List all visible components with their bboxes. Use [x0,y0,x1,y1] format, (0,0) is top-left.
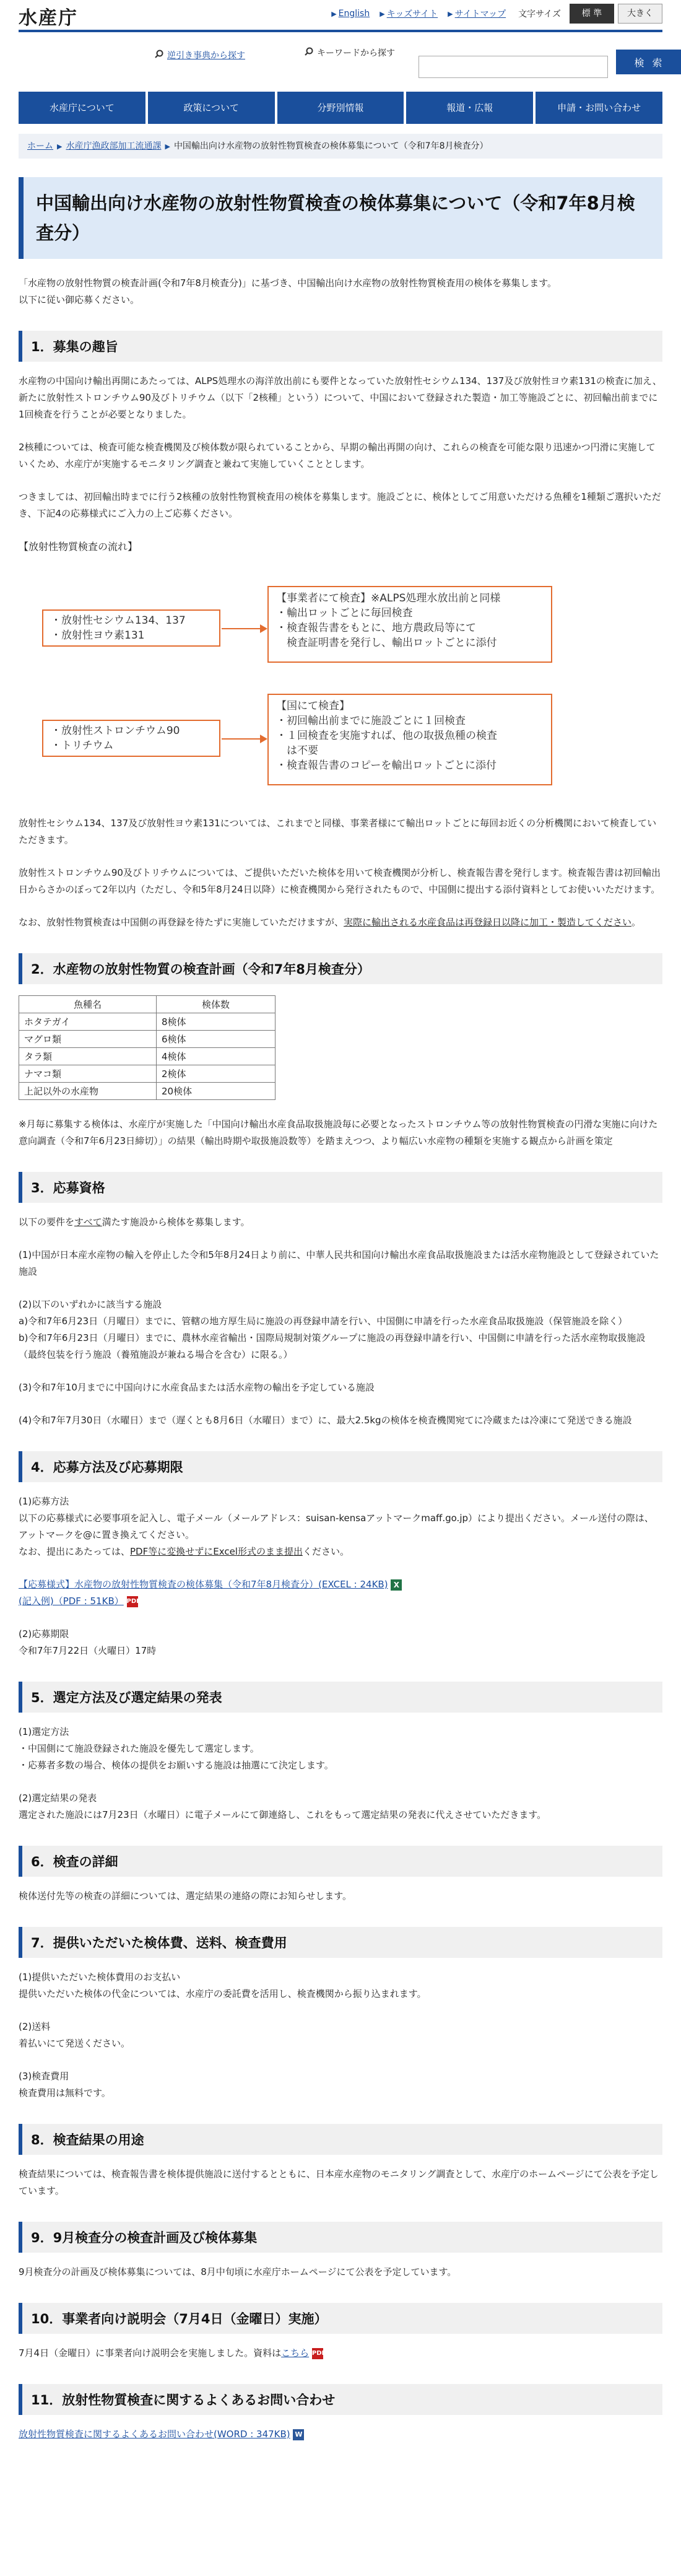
requirement-item: (3)令和7年10月までに中国向けに水産食品または活水産物の輸出を予定している施設 [19,1382,375,1393]
download-links [19,1576,662,1610]
paragraph [19,2068,662,2102]
pdf-icon: PDF [127,1596,138,1607]
section-heading: 10．事業者向け説明会（7月4日（金曜日）実施） [19,2303,662,2334]
flow-text: ・検査報告書のコピーを輸出ロットごとに添付 [276,759,497,772]
text: b)令和7年6月23日（月曜日）までに、農林水産省輸出・国際局規制対策グループに施設の再登録申請を行い、中国側に申請を行った活水産物取扱施設（最終包装を行う施設（養殖施設が兼ねる場合を含む）に限る。） [19,1332,646,1360]
table-row [19,1083,275,1100]
search-row [19,32,665,88]
breadcrumb [19,134,662,159]
text: 以下の要件を [19,1216,75,1228]
flow-text: ・放射性ヨウ素131 [51,629,145,642]
text: ください。 [302,1546,349,1557]
flow-text: 【国にて検査】 [276,700,350,712]
species-cell: 上記以外の水産物 [19,1083,157,1100]
table-header-row [19,996,275,1013]
index-search-link[interactable]: 逆引き事典から探す [167,51,245,61]
column-header: 検体数 [157,996,275,1013]
nav-item-about[interactable]: 水産庁について [19,92,145,124]
search-input[interactable] [419,56,608,78]
count-cell: 20検体 [157,1083,275,1100]
paragraph: 水産物の中国向け輸出再開にあたっては、ALPS処理水の海洋放出前にも要件となっていた放射性セシウム134、137及び放射性ヨウ素131の検査に加え、新たに放射性ストロンチウム90及びトリチウム（以下「2核種」という）について、中国において登録された製造・加工等施設ごとに、初回輸出前までに1回検査を行うことが必要となりました。 [19,375,662,420]
global-nav [19,92,662,124]
flow-arrow [222,738,266,740]
species-cell: マグロ類 [19,1031,157,1048]
section-heading: 5．選定方法及び選定結果の発表 [19,1682,662,1713]
breadcrumb-current: 中国輸出向け水産物の放射性物質検査の検体募集について（令和7年8月検査分） [173,141,488,151]
text: (2)以下のいずれかに該当する施設 [19,1299,162,1310]
utility-links [331,4,662,24]
keyword-search-label: キーワードから探す [317,48,395,58]
section-heading: 3．応募資格 [19,1172,662,1203]
text: 満たす施設から検体を募集します。 [102,1216,250,1228]
faq-word-link[interactable]: 放射性物質検査に関するよくあるお問い合わせ(WORD : 347KB) [19,2429,290,2440]
section-heading: 2．水産物の放射性物質の検査計画（令和7年8月検査分） [19,953,662,984]
text: 着払いにて発送ください。 [19,2038,131,2049]
deadline: 令和7年7月22日（火曜日）17時 [19,1645,157,1656]
flow-box-business-inspection [267,586,552,663]
table-row [19,1065,275,1083]
flow-box-strontium-tritium [42,720,220,757]
intro [19,275,662,308]
count-cell: 4検体 [157,1048,275,1065]
count-cell: 2検体 [157,1065,275,1083]
text: (1)応募方法 [19,1496,69,1507]
table-row [19,1013,275,1031]
table-note: ※月毎に募集する検体は、水産庁が実施した「中国向け輸出水産食品取扱施設毎に必要となったストロンチウム等の放射性物質検査の円滑な実施に向けた意向調査（令和7年6月23日締切）」の結果（輸出時期や取扱施設数等）を踏まえつつ、より幅広い水産物の種類を実施する観点から計画を策定 [19,1119,658,1146]
flow-text: ・輸出ロットごとに毎回検査 [276,607,413,619]
section-heading: 6．検査の詳細 [19,1846,662,1877]
flow-box-government-inspection [267,694,552,785]
breadcrumb-section[interactable]: 水産庁漁政部加工流通課 [66,141,162,151]
paragraph: 2核種については、検査可能な検査機関及び検体数が限られていることから、早期の輸出再開の向け、これらの検査を可能な限り迅速かつ円滑に実施していくため、水産庁が実施するモニタリング調査と兼ねて実施していくこととします。 [19,442,656,469]
text: 選定された施設には7月23日（水曜日）に電子メールにて御連絡し、これをもって選定結果の発表に代えさせていただきます。 [19,1809,547,1820]
paragraph: 検体送付先等の検査の詳細については、選定結果の連絡の際にお知らせします。 [19,1890,352,1901]
text: 7月4日（金曜日）に事業者向け説明会を実施しました。資料は [19,2347,282,2359]
example-pdf-link[interactable]: (記入例)（PDF : 51KB） [19,1596,124,1607]
nav-item-contact[interactable]: 申請・お問い合わせ [536,92,662,124]
sitemap-link[interactable]: サイトマップ [454,9,506,19]
inspection-flow-diagram [19,565,662,813]
section-heading: 1．募集の趣旨 [19,331,662,362]
paragraph: 放射性セシウム134、137及び放射性ヨウ素131については、これまでと同様、事業者様にて輸出ロットごとに毎回お近くの分析機関において検査していただきます。 [19,818,657,845]
text: (1)選定方法 [19,1726,69,1737]
kids-site-link[interactable]: キッズサイト [386,9,438,19]
emphasis-underline: すべて [74,1216,102,1228]
font-size-label: 文字サイズ [518,9,561,19]
font-size-standard-button[interactable]: 標 準 [570,4,614,24]
paragraph [19,1969,662,2002]
paragraph: つきましては、初回輸出時までに行う2核種の放射性物質検査用の検体を募集します。施設ごとに、検体としてご用意いただける魚種を1種類ご選択いただき、下記4の応募様式にご入力の上ご応募ください。 [19,491,661,519]
flow-heading: 【放射性物質検査の流れ】 [19,541,138,552]
seminar-materials-link[interactable]: こちら [281,2347,310,2359]
flow-text: 検査証明書を発行し、輸出ロットごとに添付 [276,637,497,649]
paragraph: 9月検査分の計画及び検体募集については、8月中旬頃に水産庁ホームページにて公表を予定しています。 [19,2266,457,2277]
english-link[interactable]: English [338,9,370,19]
count-cell: 6検体 [157,1031,275,1048]
flow-text: ・放射性セシウム134、137 [51,614,186,627]
intro-line: 以下に従い御応募ください。 [19,294,140,305]
requirement-item: (1)中国が日本産水産物の輸入を停止した令和5年8月24日より前に、中華人民共和国向け輸出水産食品取扱施設または活水産物施設として登録されていた施設 [19,1249,659,1277]
text: 以下の応募様式に必要事項を記入し、電子メール（メールアドレス：suisan-kensaアットマークmaff.go.jp）により提出ください。メール送付の際は、アットマークを@に置き換えてください。 [19,1513,654,1540]
flow-text: ・放射性ストロンチウム90 [51,725,180,737]
arrow-icon: ▶ [331,9,337,18]
arrow-icon: ▶ [448,9,453,18]
column-header: 魚種名 [19,996,157,1013]
site-logo[interactable]: 水産庁 [19,7,78,29]
word-icon: W [293,2429,304,2440]
text: なお、放射性物質検査は中国側の再登録を待たずに実施していただけますが、 [19,917,344,928]
table-row [19,1048,275,1065]
section-heading: 9．9月検査分の検査計画及び検体募集 [19,2222,662,2253]
section-heading: 11．放射性物質検査に関するよくあるお問い合わせ [19,2384,662,2415]
arrow-icon: ▶ [380,9,385,18]
text: ・中国側にて施設登録された施設を優先して選定します。 [19,1743,259,1754]
nav-item-press[interactable]: 報道・広報 [406,92,533,124]
flow-box-cesium-iodine [42,609,220,647]
text: (2)選定結果の発表 [19,1792,97,1804]
excel-icon: X [391,1579,402,1591]
requirement-item: (4)令和7年7月30日（水曜日）まで（遅くとも8月6日（水曜日）まで）に、最大2.5kgの検体を検査機関宛てに冷蔵または冷凍にて発送できる施設 [19,1415,632,1426]
text: (1)提供いただいた検体費用のお支払い [19,1971,181,1983]
inspection-plan-table [19,995,275,1100]
text: (3)検査費用 [19,2071,69,2082]
flow-text: ・トリチウム [51,740,114,752]
paragraph [19,2345,662,2362]
paragraph [19,1493,662,1560]
font-size-large-button[interactable]: 大きく [618,4,662,24]
section-heading: 8．検査結果の用途 [19,2124,662,2155]
text: a)令和7年6月23日（月曜日）までに、管轄の地方厚生局に施設の再登録申請を行い、中国側に申請を行った水産食品取扱施設（保管施設を除く） [19,1316,628,1327]
page-title: 中国輸出向け水産物の放射性物質検査の検体募集について（令和7年8月検査分） [19,177,662,259]
paragraph [19,2019,662,2052]
species-cell: タラ類 [19,1048,157,1065]
search-button[interactable]: 検 索 [616,50,681,74]
table-row [19,1031,275,1048]
chevron-right-icon: ▶ [57,142,63,151]
flow-text: ・１回検査を実施すれば、他の取扱魚種の検査 [276,730,497,742]
nav-item-fields[interactable]: 分野別情報 [277,92,404,124]
text: 。 [631,917,641,928]
nav-item-policy[interactable]: 政策について [148,92,275,124]
section-heading: 4．応募方法及び応募期限 [19,1451,662,1482]
chevron-right-icon: ▶ [165,142,170,151]
count-cell: 8検体 [157,1013,275,1031]
flow-arrow [222,628,266,629]
paragraph: 検査結果については、検査報告書を検体提供施設に送付するとともに、日本産水産物のモニタリング調査として、水産庁のホームページにて公表を予定しています。 [19,2168,659,2196]
requirement-item [19,1296,662,1363]
paragraph [19,1724,662,1774]
text: 提供いただいた検体の代金については、水産庁の委託費を活用し、検査機関から振り込まれます。 [19,1988,427,1999]
search-icon [305,47,313,58]
species-cell: ホタテガイ [19,1013,157,1031]
search-icon [155,50,163,62]
intro-line: 「水産物の放射性物質の検査計画(令和7年8月検査分)」に基づき、中国輸出向け水産物の放射性物質検査用の検体を募集します。 [19,277,557,289]
text: なお、提出にあたっては、 [19,1546,131,1557]
flow-text: ・初回輸出前までに施設ごとに１回検査 [276,715,466,727]
emphasis-underline: 実際に輸出される水産食品は再登録日以降に加工・製造してください [344,917,632,928]
text: (2)応募期限 [19,1628,69,1639]
paragraph [19,1790,662,1823]
page [19,0,665,2443]
paragraph: 放射性ストロンチウム90及びトリチウムについては、ご提供いただいた検体を用いて検査機関が分析し、検査報告書を発行します。検査報告書は初回輸出日からさかのぼって2年以内（ただし、令和5年8月24日以降）に検査機関から発行されたもので、中国側に提出する添付資料としてお使いいただけます。 [19,867,661,895]
flow-text: は不要 [276,744,318,757]
text: ・応募者多数の場合、検体の提供をお願いする施設は抽選にて決定します。 [19,1760,334,1771]
application-form-link[interactable]: 【応募様式】水産物の放射性物質検査の検体募集（令和7年8月検査分）(EXCEL : 24KB) [19,1579,388,1590]
paragraph [19,914,662,931]
text: 検査費用は無料です。 [19,2087,111,2098]
pdf-icon: PDF [312,2348,323,2359]
keyword-search [305,47,608,78]
text: (2)送料 [19,2021,51,2032]
paragraph [19,1214,662,1231]
emphasis-underline: PDF等に変換せずにExcel形式のまま提出 [130,1546,303,1557]
header [19,0,662,32]
species-cell: ナマコ類 [19,1065,157,1083]
breadcrumb-home[interactable]: ホーム [27,141,53,151]
paragraph [19,1626,662,1659]
index-search-link-wrap [155,50,297,62]
flow-text: ・検査報告書をもとに、地方農政局等にて [276,622,476,634]
flow-text: 【事業者にて検査】※ALPS処理水放出前と同様 [276,592,501,605]
section-heading: 7．提供いただいた検体費、送料、検査費用 [19,1927,662,1958]
paragraph [19,2426,662,2443]
